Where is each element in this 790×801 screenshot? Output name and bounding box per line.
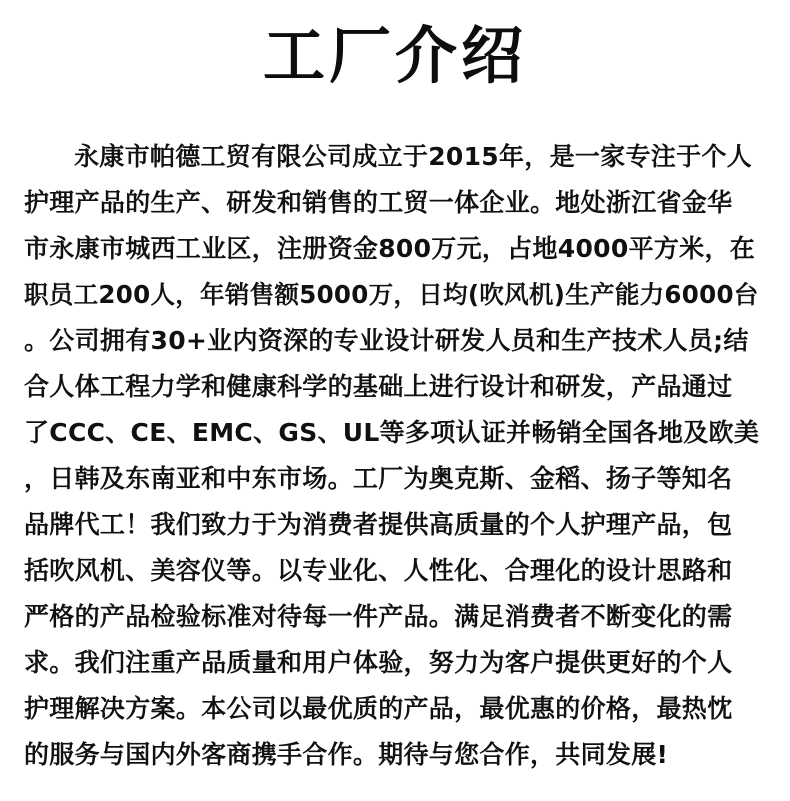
paragraph-line: 的服务与国内外客商携手合作。期待与您合作，共同发展!: [24, 740, 669, 769]
paragraph-line: 求。我们注重产品质量和用户体验，努力为客户提供更好的个人: [24, 648, 733, 677]
paragraph-line: 护理解决方案。本公司以最优质的产品，最优惠的价格，最热忱: [24, 694, 733, 723]
paragraph-line: 严格的产品检验标准对待每一件产品。满足消费者不断变化的需: [24, 602, 733, 631]
paragraph-line: 括吹风机、美容仪等。以专业化、人性化、合理化的设计思路和: [24, 556, 733, 585]
paragraph-line: 。公司拥有30+业内资深的专业设计研发人员和生产技术人员;结: [24, 326, 749, 355]
paragraph-line: 市永康市城西工业区，注册资金800万元，占地4000平方米，在: [24, 234, 756, 263]
paragraph-line: 护理产品的生产、研发和销售的工贸一体企业。地处浙江省金华: [24, 188, 733, 217]
intro-paragraph: [24, 134, 766, 778]
paragraph-line: 了CCC、CE、EMC、GS、UL等多项认证并畅销全国各地及欧美: [24, 418, 760, 447]
paragraph-line: 永康市帕德工贸有限公司成立于2015年，是一家专注于个人: [74, 142, 752, 171]
page-title: 工厂介绍: [262, 19, 527, 92]
paragraph-line: 合人体工程力学和健康科学的基础上进行设计和研发，产品通过: [24, 372, 733, 401]
paragraph-line: 职员工200人，年销售额5000万，日均(吹风机)生产能力6000台: [24, 280, 759, 309]
paragraph-line: 品牌代工！我们致力于为消费者提供高质量的个人护理产品，包: [24, 510, 733, 539]
paragraph-line: ，日韩及东南亚和中东市场。工厂为奥克斯、金稻、扬子等知名: [24, 464, 733, 493]
